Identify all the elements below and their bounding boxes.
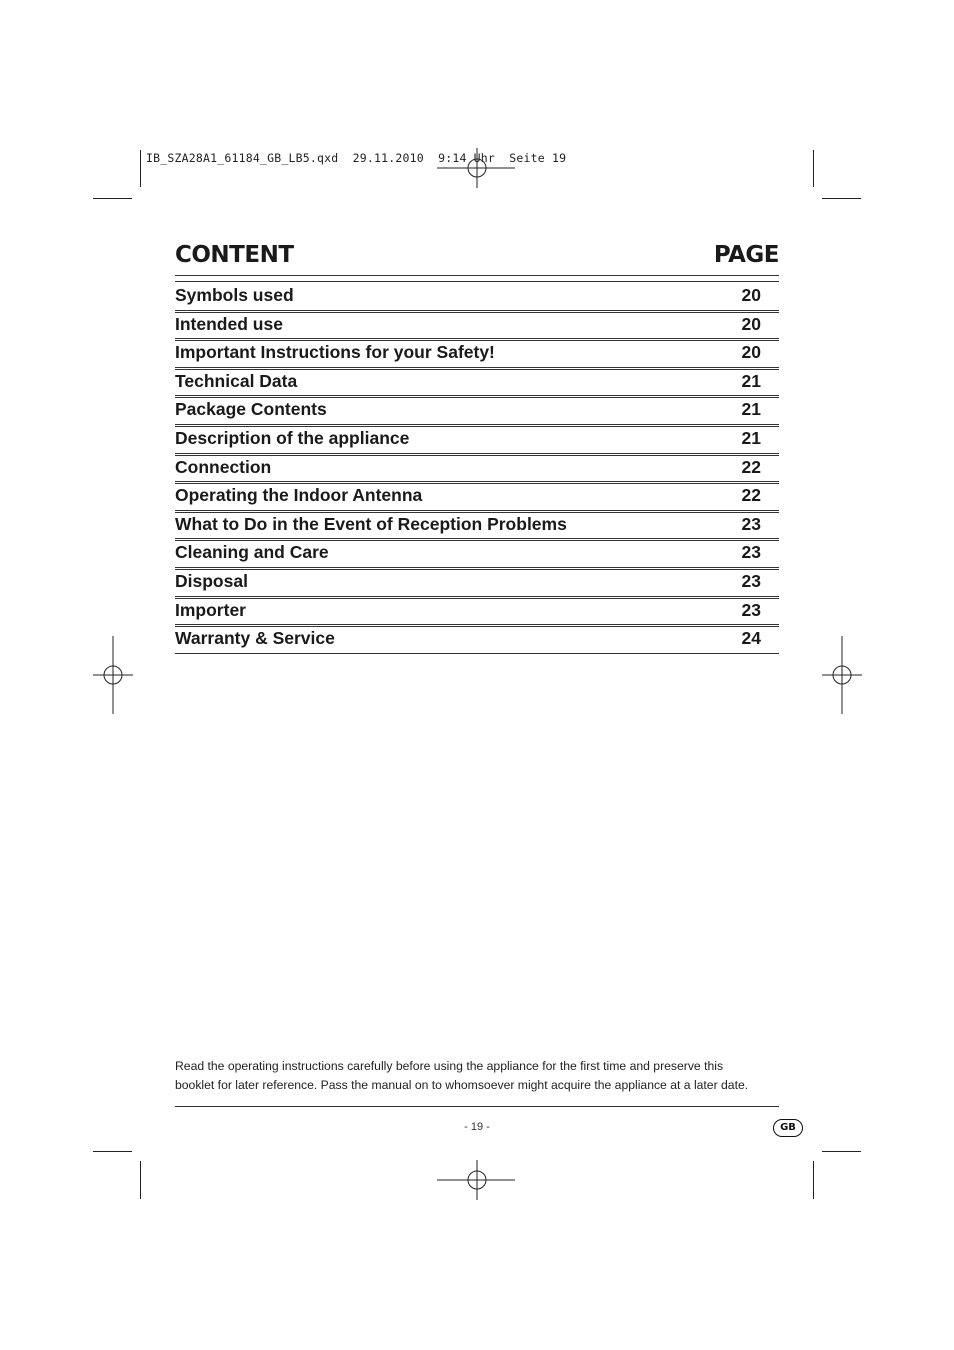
toc-entry (175, 538, 779, 568)
toc-entry-page: 23 (741, 570, 761, 591)
toc-page-heading: PAGE (713, 242, 779, 268)
toc-entry (175, 395, 779, 425)
toc-entry-page: 21 (741, 427, 761, 448)
print-slug-line: IB_SZA28A1_61184_GB_LB5.qxd 29.11.2010 9:14 Uhr Seite 19 (146, 151, 567, 165)
toc-entry-page: 22 (741, 485, 761, 506)
footer-note (175, 1057, 779, 1095)
toc-entry-page: 21 (741, 370, 761, 391)
toc-entry (175, 424, 779, 454)
toc-entry-label: What to Do in the Event of Reception Problems (175, 513, 567, 534)
toc-entry-page: 20 (741, 285, 761, 305)
toc-entry (175, 453, 779, 483)
toc-entry-label: Technical Data (175, 370, 298, 391)
registration-mark-icon (93, 636, 133, 714)
toc-entry-page: 20 (741, 342, 761, 363)
registration-mark-icon (437, 148, 517, 188)
toc-entry (175, 624, 779, 654)
toc-entry-page: 22 (741, 456, 761, 477)
toc-header (175, 242, 779, 276)
toc-entry-label: Symbols used (175, 285, 294, 305)
crop-mark (140, 150, 141, 187)
toc-entry-page: 23 (741, 542, 761, 563)
crop-mark (93, 198, 132, 199)
crop-mark (822, 1151, 861, 1152)
toc-entry (175, 338, 779, 368)
registration-mark-icon (822, 636, 862, 714)
toc-entry (175, 367, 779, 397)
crop-mark (822, 198, 861, 199)
toc-entry (175, 310, 779, 340)
toc-entry-page: 21 (741, 399, 761, 420)
toc-entry-label: Connection (175, 456, 272, 477)
language-badge: GB (773, 1119, 803, 1137)
crop-mark (140, 1161, 141, 1199)
toc-entry-page: 24 (741, 628, 761, 649)
crop-mark (813, 1161, 814, 1199)
toc-entry (175, 596, 779, 626)
footer-note-line: booklet for later reference. Pass the manual on to whomsoever might acquire the appliance at a later date. (175, 1078, 749, 1092)
toc-entry-label: Disposal (175, 570, 248, 591)
toc-entry-label: Intended use (175, 313, 283, 334)
crop-mark (93, 1151, 132, 1152)
footer-note-line: Read the operating instructions carefully before using the appliance for the first time and preserve this (175, 1059, 724, 1073)
toc-entry-label: Cleaning and Care (175, 542, 329, 563)
toc-entries (175, 281, 779, 654)
footer-rule (175, 1106, 779, 1107)
toc-entry-label: Important Instructions for your Safety! (175, 342, 495, 363)
toc-entry (175, 481, 779, 511)
toc-entry-page: 23 (741, 513, 761, 534)
toc-title: CONTENT (175, 242, 294, 268)
table-of-contents (175, 242, 779, 653)
toc-entry-label: Description of the appliance (175, 427, 410, 448)
page-number: - 19 - (464, 1121, 490, 1133)
toc-entry-label: Importer (175, 599, 246, 620)
toc-entry-page: 20 (741, 313, 761, 334)
toc-entry-page: 23 (741, 599, 761, 620)
toc-entry-label: Operating the Indoor Antenna (175, 485, 423, 506)
toc-entry (175, 281, 779, 311)
crop-mark (813, 150, 814, 187)
toc-entry-label: Warranty & Service (175, 628, 335, 649)
toc-entry-label: Package Contents (175, 399, 327, 420)
registration-mark-icon (437, 1160, 517, 1200)
toc-entry (175, 567, 779, 597)
toc-entry (175, 510, 779, 540)
